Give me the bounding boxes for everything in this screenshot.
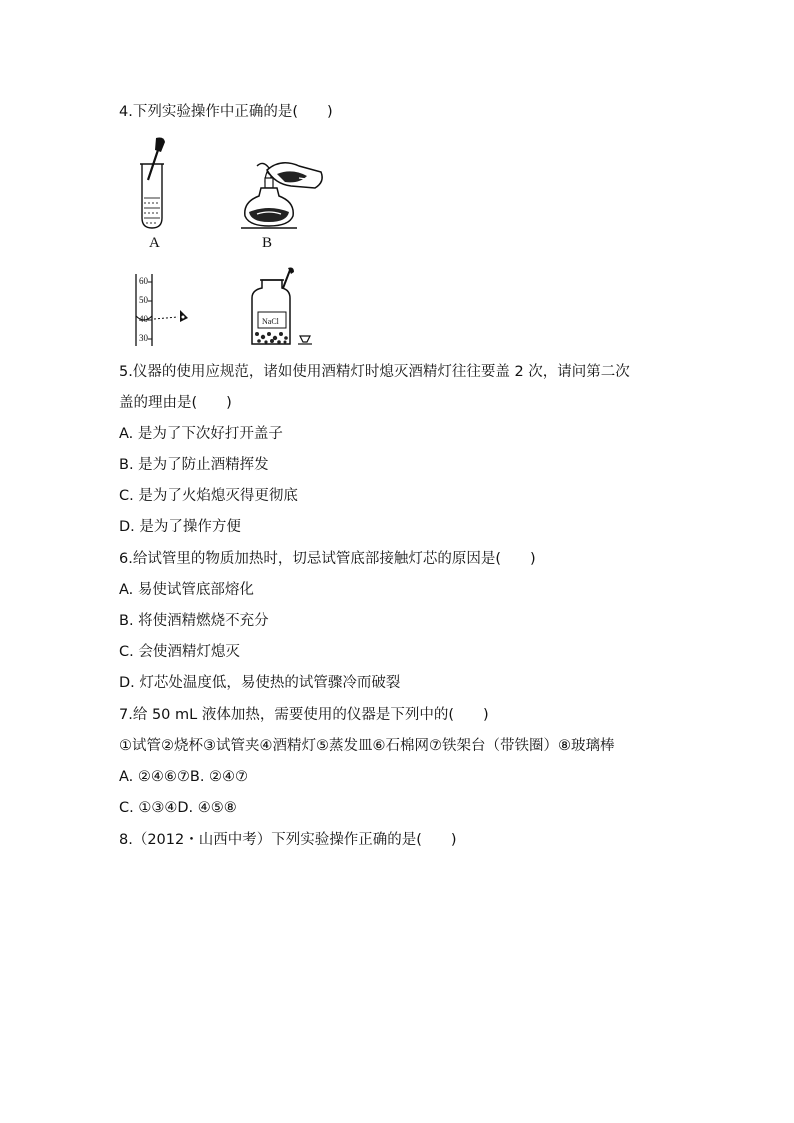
question-7-options-c-d: C. ①③④D. ④⑤⑧ — [119, 800, 237, 816]
question-5-stem-line-2: 盖的理由是( ) — [119, 395, 232, 411]
figure-a-dropper-in-test-tube — [134, 136, 179, 232]
question-6-option-b: B. 将使酒精燃烧不充分 — [119, 613, 269, 629]
bottle-label-nacl: NaCl — [262, 317, 279, 326]
question-5-option-d: D. 是为了操作方便 — [119, 519, 241, 535]
tick-label-40: 40 — [139, 314, 148, 324]
question-8-stem: 8.（2012・山西中考）下列实验操作正确的是( ) — [119, 832, 457, 848]
question-7-items: ①试管②烧杯③试管夹④酒精灯⑤蒸发皿⑥石棉网⑦铁架台（带铁圈）⑧玻璃棒 — [119, 738, 615, 754]
question-6-option-c: C. 会使酒精灯熄灭 — [119, 644, 240, 660]
tick-label-30: 30 — [139, 333, 148, 343]
figure-b-label: B — [262, 235, 273, 251]
question-6-stem: 6.给试管里的物质加热时，切忌试管底部接触灯芯的原因是( ) — [119, 551, 536, 567]
question-5-option-c: C. 是为了火焰熄灭得更彻底 — [119, 488, 298, 504]
figure-a-label: A — [149, 235, 160, 251]
figure-d-reagent-bottle — [244, 266, 314, 348]
question-7-stem: 7.给 50 mL 液体加热，需要使用的仪器是下列中的( ) — [119, 707, 489, 723]
question-5-option-b: B. 是为了防止酒精挥发 — [119, 457, 269, 473]
question-5-option-a: A. 是为了下次好打开盖子 — [119, 426, 283, 442]
tick-label-50: 50 — [139, 295, 148, 305]
question-7-options-a-b: A. ②④⑥⑦B. ②④⑦ — [119, 769, 249, 785]
question-6-option-a: A. 易使试管底部熔化 — [119, 582, 254, 598]
question-6-option-d: D. 灯芯处温度低，易使热的试管骤冷而破裂 — [119, 675, 401, 691]
figure-b-lighting-alcohol-lamp — [237, 156, 329, 230]
tick-label-60: 60 — [139, 276, 148, 286]
question-5-stem-line-1: 5.仪器的使用应规范，诸如使用酒精灯时熄灭酒精灯往往要盖 2 次，请问第二次 — [119, 364, 630, 380]
question-4-stem: 4.下列实验操作中正确的是( ) — [119, 104, 333, 120]
